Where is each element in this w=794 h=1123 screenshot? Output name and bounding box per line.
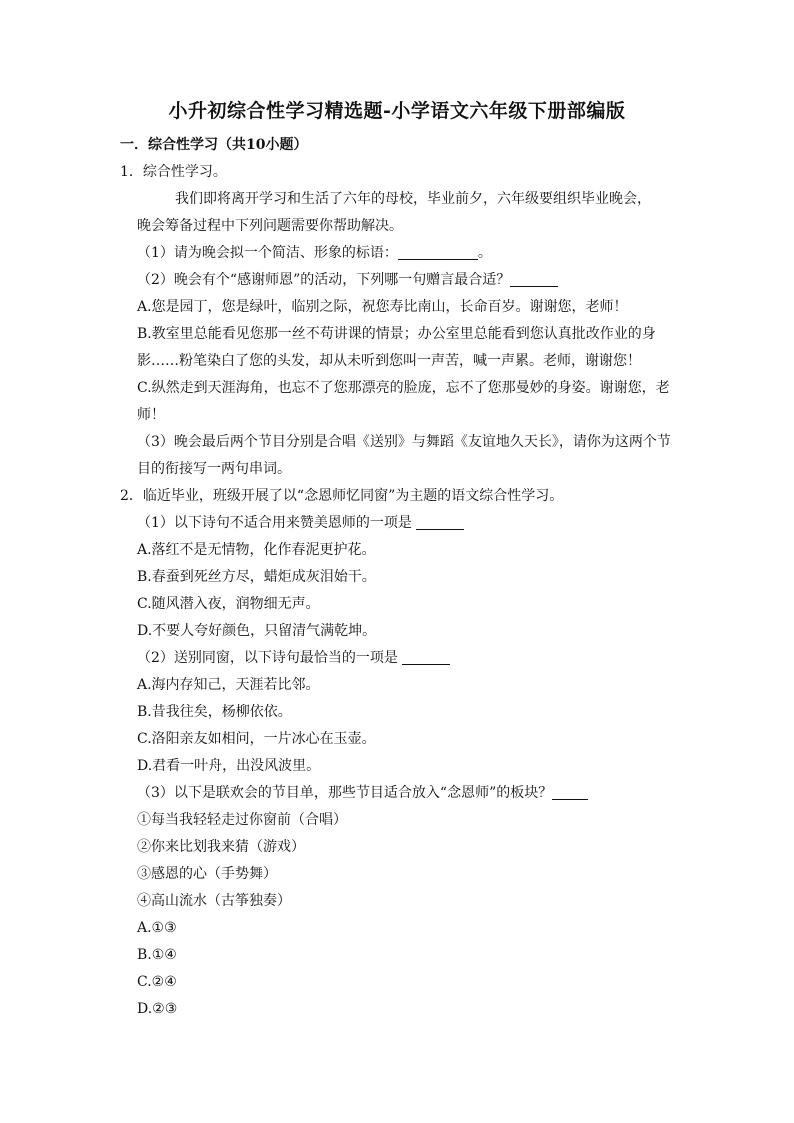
option-a: A.落红不是无情物，化作春泥更护花。: [137, 542, 376, 558]
question-2-part-3: [120, 780, 680, 807]
option-c-cont: 师！: [137, 407, 165, 423]
question-2-heading: 2．临近毕业，班级开展了以“念恩师忆同窗”为主题的语文综合性学习。: [120, 488, 564, 504]
option-c: C.②④: [137, 974, 177, 990]
program-item: ③感恩的心（手势舞）: [137, 866, 277, 882]
option-b: B.昔我往矣，杨柳依依。: [137, 704, 292, 720]
section-heading: 一．综合性学习（共10小题）: [120, 137, 308, 153]
option-b-cont: 影……粉笔染白了您的头发，却从未听到您叫一声苦，喊一声累。老师，谢谢您！: [137, 353, 641, 369]
answer-blank[interactable]: [416, 513, 464, 530]
part-1-text: （1）请为晚会拟一个简洁、形象的标语：: [137, 245, 398, 261]
part-3-text: （3）以下是联欢会的节目单，那些节目适合放入“念恩师”的板块？: [137, 785, 553, 801]
option-d: D.君看一叶舟，出没风波里。: [137, 758, 321, 774]
program-item: ④高山流水（古筝独奏）: [137, 893, 291, 909]
option-a: A.①③: [137, 920, 177, 936]
question-1-intro-cont: 晚会筹备过程中下列问题需要你帮助解决。: [137, 218, 403, 234]
answer-blank[interactable]: [398, 243, 478, 260]
part-1-end: 。: [477, 245, 492, 261]
option-a: A.您是园丁，您是绿叶，临别之际，祝您寿比南山，长命百岁。谢谢您，老师！: [137, 299, 628, 315]
question-1-heading: 1．综合性学习。: [120, 164, 227, 180]
document-content: [120, 132, 680, 1023]
question-1-part-3-cont: 目的衔接写一两句串词。: [137, 461, 291, 477]
question-2-part-1: [120, 510, 680, 537]
option-a: A.海内存知己，天涯若比邻。: [137, 677, 320, 693]
question-1-intro: 我们即将离开学习和生活了六年的母校，毕业前夕，六年级要组织毕业晚会，: [175, 191, 651, 207]
option-c: C.洛阳亲友如相问，一片冰心在玉壶。: [137, 731, 376, 747]
option-c: C.纵然走到天涯海角，也忘不了您那漂亮的脸庞，忘不了您那曼妙的身姿。谢谢您，老: [137, 380, 670, 396]
part-2-text: （2）送别同窗，以下诗句最恰当的一项是: [137, 650, 398, 666]
part-1-text: （1）以下诗句不适合用来赞美恩师的一项是: [137, 515, 412, 531]
answer-blank[interactable]: [402, 648, 450, 665]
option-d: D.②③: [137, 1001, 178, 1017]
option-b: B.教室里总能看见您那一丝不苟讲课的情景；办公室里总能看到您认真批改作业的身: [137, 326, 656, 342]
option-c: C.随风潜入夜，润物细无声。: [137, 596, 320, 612]
question-1-part-2: [120, 267, 680, 294]
option-b: B.①④: [137, 947, 177, 963]
page-title: 小升初综合性学习精选题-小学语文六年级下册部编版: [168, 100, 626, 122]
program-item: ①每当我轻轻走过你窗前（合唱）: [137, 812, 347, 828]
program-item: ②你来比划我来猜（游戏）: [137, 839, 305, 855]
answer-blank[interactable]: [552, 783, 588, 800]
question-1-part-3: （3）晚会最后两个节目分别是合唱《送别》与舞蹈《友谊地久天长》，请你为这两个节: [137, 434, 671, 450]
answer-blank[interactable]: [510, 270, 558, 287]
option-b: B.春蚕到死丝方尽，蜡炬成灰泪始干。: [137, 569, 376, 585]
question-2-part-2: [120, 645, 680, 672]
part-2-text: （2）晚会有个“感谢师恩”的活动，下列哪一句赠言最合适？: [137, 272, 511, 288]
question-1-part-1: [120, 240, 680, 267]
option-d: D.不要人夸好颜色，只留清气满乾坤。: [137, 623, 377, 639]
